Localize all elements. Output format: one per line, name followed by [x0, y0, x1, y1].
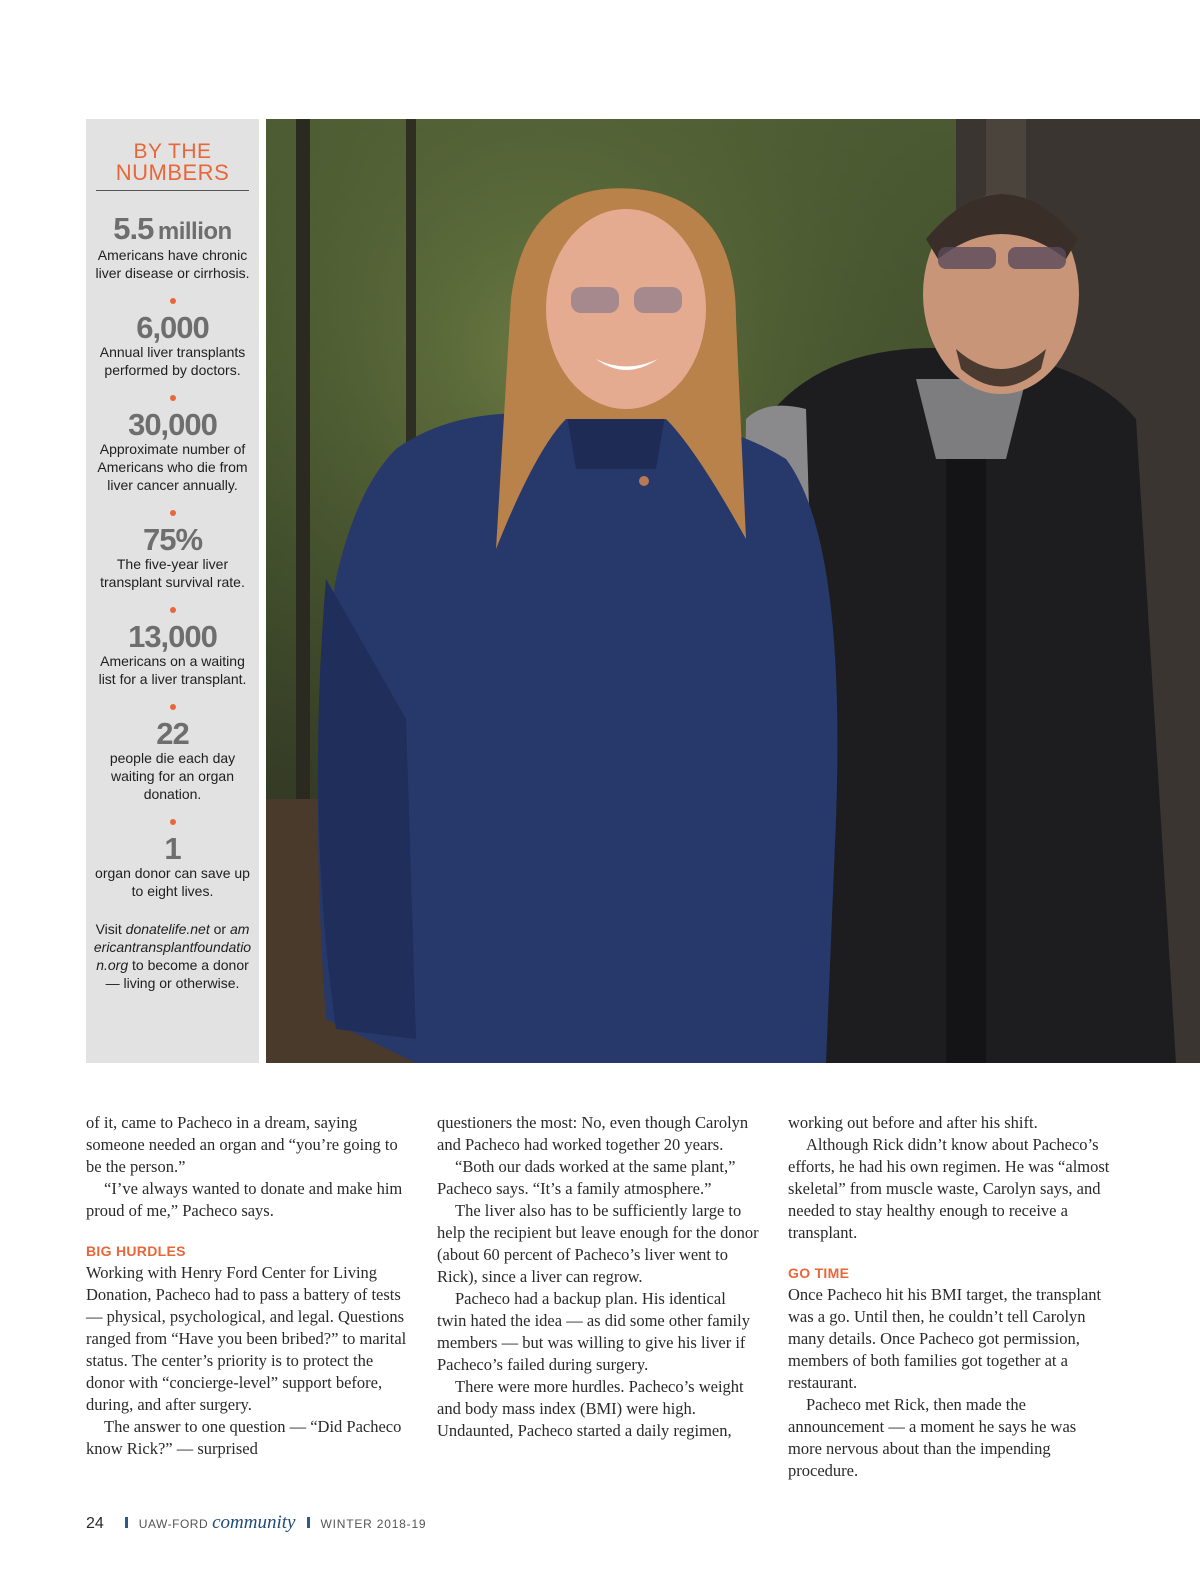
- article-column-3: [788, 1112, 1110, 1482]
- stat-number: 5.5: [113, 211, 154, 246]
- stat-number: 13,000: [128, 619, 217, 654]
- visit-prefix: Visit: [95, 921, 126, 937]
- stat-number: 30,000: [128, 407, 217, 442]
- paragraph: Pacheco met Rick, then made the announcement — a moment he says he was more nervous about than the impending procedure.: [788, 1395, 1077, 1480]
- stat-item: [86, 213, 259, 282]
- page-number: 24: [86, 1515, 104, 1532]
- paragraph: Pacheco had a backup plan. His identical twin hated the idea — as did some other family members — but was willing to give his liver if Pacheco’s failed during surgery.: [437, 1289, 750, 1374]
- stat-item: [86, 409, 259, 494]
- bullet-dot-icon: [170, 819, 176, 825]
- paragraph: of it, came to Pacheco in a dream, saying someone needed an organ and “you’re going to be the person.”: [86, 1113, 398, 1176]
- paragraph: Working with Henry Ford Center for Living Donation, Pacheco had to pass a battery of tests — physical, psychological, and legal. Questions ranged from “Have you been bribed?” to marital status. The center’s priority is to protect the donor with “concierge-level” support before, during, and after surgery.: [86, 1263, 407, 1414]
- donation-call-to-action: [86, 920, 259, 992]
- section-heading-go-time: GO TIME: [788, 1265, 850, 1281]
- by-the-numbers-sidebar: [86, 119, 259, 1063]
- stat-item: [86, 833, 259, 900]
- bullet-dot-icon: [170, 704, 176, 710]
- american-transplant-foundation-link[interactable]: americantransplantfoundation.org: [93, 921, 252, 973]
- stat-number: 6,000: [136, 310, 209, 345]
- stat-description: The five-year liver transplant survival rate.: [100, 556, 245, 590]
- section-heading-big-hurdles: BIG HURDLES: [86, 1243, 186, 1259]
- stat-number: 22: [156, 716, 189, 751]
- photo-illustration: [266, 119, 1200, 1063]
- article-column-1: [86, 1112, 408, 1460]
- sidebar-heading-line1: BY THE: [133, 140, 212, 163]
- visit-or: or: [209, 921, 230, 937]
- issue-date: WINTER 2018-19: [320, 1517, 427, 1531]
- publication-brand: UAW-FORD: [138, 1517, 209, 1531]
- paragraph: “Both our dads worked at the same plant,” Pacheco says. “It’s a family atmosphere.”: [437, 1157, 736, 1198]
- visit-suffix: to become a donor — living or otherwise.: [105, 957, 249, 991]
- paragraph: Once Pacheco hit his BMI target, the transplant was a go. Until then, he couldn’t tell Carolyn many details. Once Pacheco got permission, members of both families got together at a restaurant.: [788, 1285, 1102, 1392]
- bullet-dot-icon: [170, 607, 176, 613]
- paragraph: The liver also has to be sufficiently large to help the recipient but leave enough for the donor (about 60 percent of Pacheco’s liver went to Rick), since a liver can regrow.: [437, 1201, 759, 1286]
- feature-photo: [266, 119, 1200, 1063]
- stat-number: 1: [164, 831, 181, 866]
- stat-item: [86, 524, 259, 591]
- magazine-name: community: [212, 1512, 296, 1533]
- stat-description: Americans on a waiting list for a liver transplant.: [98, 653, 247, 687]
- stat-unit: million: [157, 218, 232, 245]
- article-column-2: [437, 1112, 759, 1442]
- stat-item: [86, 718, 259, 803]
- divider: [307, 1517, 310, 1528]
- stat-description: Americans have chronic liver disease or cirrhosis.: [95, 247, 250, 281]
- stat-item: [86, 312, 259, 379]
- stat-number: 75%: [142, 522, 203, 557]
- sidebar-heading-line2: NUMBERS: [115, 160, 230, 185]
- bullet-dot-icon: [170, 510, 176, 516]
- stat-description: people die each day waiting for an organ donation.: [109, 750, 236, 802]
- paragraph: There were more hurdles. Pacheco’s weight and body mass index (BMI) were high. Undaunted, Pacheco started a daily regimen,: [437, 1377, 744, 1440]
- stat-description: Annual liver transplants performed by doctors.: [99, 344, 246, 378]
- page-footer: [86, 1512, 426, 1534]
- paragraph: “I’ve always wanted to donate and make him proud of me,” Pacheco says.: [86, 1179, 403, 1220]
- sidebar-heading: [96, 141, 249, 191]
- stat-description: organ donor can save up to eight lives.: [95, 865, 250, 899]
- divider: [125, 1517, 128, 1528]
- donatelife-link[interactable]: donatelife.net: [125, 921, 210, 937]
- paragraph: The answer to one question — “Did Pacheco know Rick?” — surprised: [86, 1417, 402, 1458]
- paragraph: Although Rick didn’t know about Pacheco’s efforts, he had his own regimen. He was “almost skeletal” from muscle waste, Carolyn says, and needed to stay healthy enough to receive a transplant.: [788, 1135, 1110, 1242]
- stat-item: [86, 621, 259, 688]
- paragraph: working out before and after his shift.: [788, 1113, 1038, 1132]
- bullet-dot-icon: [170, 298, 176, 304]
- stat-description: Approximate number of Americans who die from liver cancer annually.: [97, 441, 248, 493]
- paragraph: questioners the most: No, even though Carolyn and Pacheco had worked together 20 years.: [437, 1113, 749, 1154]
- bullet-dot-icon: [170, 395, 176, 401]
